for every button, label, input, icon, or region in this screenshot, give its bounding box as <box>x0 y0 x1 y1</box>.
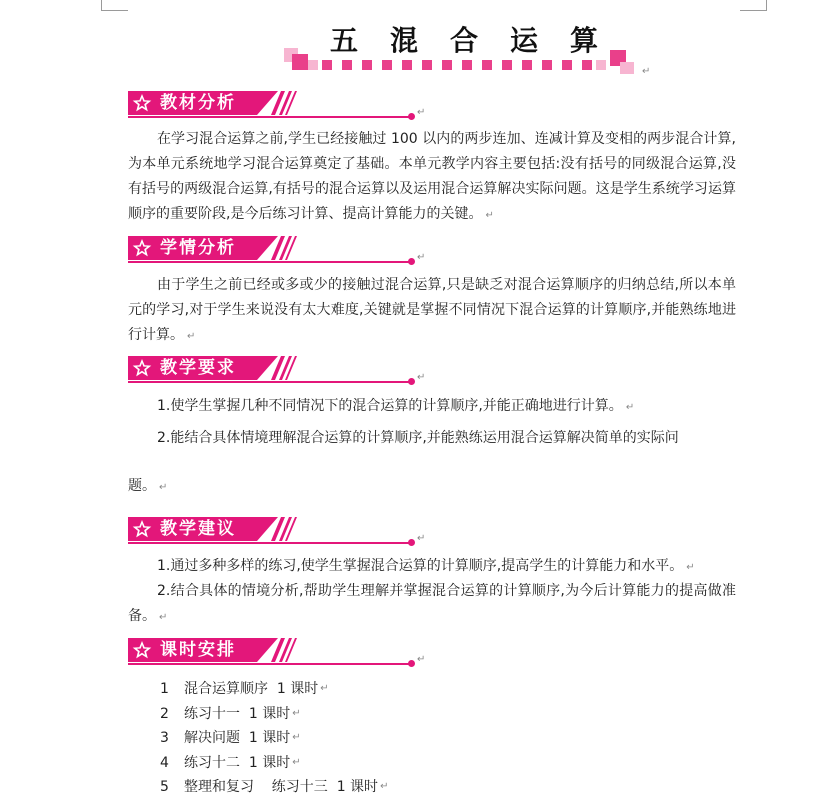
stripe-decoration <box>271 236 301 260</box>
section-title: 教学建议 <box>160 519 236 539</box>
section-title: 学情分析 <box>160 238 236 258</box>
schedule-list <box>160 677 660 800</box>
title-char: 五 <box>330 24 361 57</box>
schedule-item: 5 整理和复习 练习十三 1 课时 ↵ <box>160 779 389 795</box>
paragraph-textbook: 在学习混合运算之前,学生已经接触过 100 以内的两步连加、连减计算及变相的两步混合计算,为本单元系统地学习混合运算奠定了基础。本单元教学内容主要包括:没有括号的同级混合运算,没有括号的两级混合运算,有括号的混合运算以及运用混合运算解决实际问题。这是学生系统学习运算顺序的重要阶段,是今后练习计算、提高计算能力的关键。 ↵ <box>128 131 736 222</box>
star-icon <box>132 238 152 258</box>
requirement-item-1: 1.使学生掌握几种不同情况下的混合运算的计算顺序,并能正确地进行计算。 ↵ <box>157 398 635 414</box>
star-icon <box>132 358 152 378</box>
title-char: 合 <box>449 24 480 57</box>
section-header-students: 学情分析 ↵ <box>128 236 428 264</box>
suggestion-item-1: 1.通过多种多样的练习,使学生掌握混合运算的计算顺序,提高学生的计算能力和水平。 ↵ <box>157 558 695 574</box>
stripe-decoration <box>271 638 301 662</box>
page-corner-top-right <box>740 0 767 11</box>
section-header-suggestions: 教学建议 ↵ <box>128 517 428 545</box>
schedule-item: 1 混合运算顺序 1 课时 ↵ <box>160 681 329 697</box>
title-char: 运 <box>509 24 540 57</box>
stripe-decoration <box>271 356 301 380</box>
title-char: 混 <box>389 24 420 57</box>
stripe-decoration <box>271 517 301 541</box>
section-title: 课时安排 <box>160 640 236 660</box>
schedule-item: 4 练习十二 1 课时 ↵ <box>160 754 301 771</box>
title-decoration <box>284 44 644 78</box>
section-title: 教学要求 <box>160 358 236 378</box>
requirement-item-2: 2.能结合具体情境理解混合运算的计算顺序,并能熟练运用混合运算解决简单的实际问 <box>157 430 679 446</box>
page-corner-top-left <box>101 0 128 11</box>
suggestion-item-2: 2.结合具体的情境分析,帮助学生理解并掌握混合运算的计算顺序,为今后计算能力的提高做准备。 ↵ <box>128 583 736 624</box>
section-header-schedule: 课时安排 ↵ <box>128 638 428 666</box>
paragraph-students: 由于学生之前已经或多或少的接触过混合运算,只是缺乏对混合运算顺序的归纳总结,所以本单元的学习,对于学生来说没有太大难度,关键就是掌握不同情况下混合运算的计算顺序,并能熟练地进行计算。 ↵ <box>128 277 736 343</box>
section-title: 教材分析 <box>160 93 236 113</box>
requirement-item-2-continuation: 题。 ↵ <box>128 478 168 494</box>
schedule-item: 2 练习十一 1 课时 ↵ <box>160 705 301 722</box>
section-header-textbook: 教材分析 ↵ <box>128 91 428 119</box>
title-char: 算 <box>569 24 600 57</box>
stripe-decoration <box>271 91 301 115</box>
section-header-requirements: 教学要求 ↵ <box>128 356 428 384</box>
star-icon <box>132 93 152 113</box>
paragraph-mark: ↵ <box>642 66 651 77</box>
schedule-item: 3 解决问题 1 课时 ↵ <box>160 730 301 746</box>
star-icon <box>132 519 152 539</box>
star-icon <box>132 640 152 660</box>
